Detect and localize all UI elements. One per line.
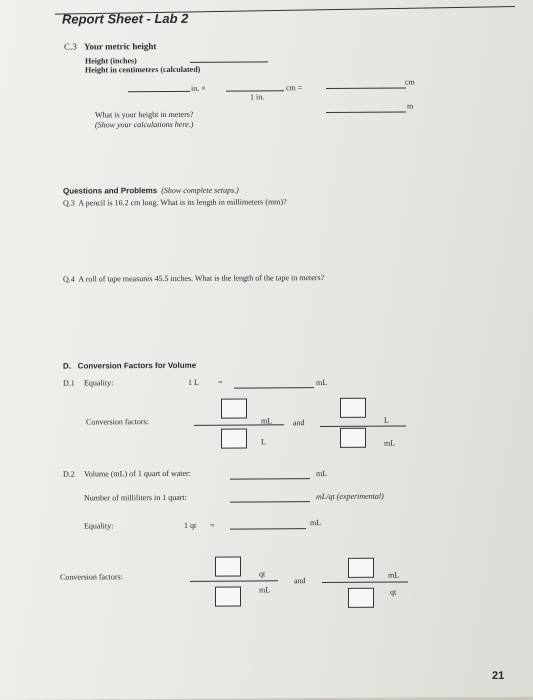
- d2-equals: =: [210, 520, 215, 530]
- d1-cf2-den-unit: mL: [384, 438, 396, 448]
- d2-cf2-fraction-bar: [322, 582, 408, 584]
- d-heading: Conversion Factors for Volume: [77, 360, 197, 371]
- page-number: 21: [492, 669, 505, 682]
- one-inch-label: 1 in.: [250, 92, 265, 102]
- d2-cf1-num-unit: qt: [259, 569, 266, 579]
- one-liter: 1 L: [188, 377, 199, 387]
- d2-cf1-denominator-box[interactable]: [215, 587, 241, 607]
- c3-heading: Your metric height: [84, 41, 157, 52]
- height-inches-label: Height (inches): [85, 56, 137, 66]
- in-times-label: in. ×: [191, 83, 206, 93]
- d1-cf1-denominator-box[interactable]: [221, 428, 247, 448]
- d1-conversion-factors-label: Conversion factors:: [86, 417, 149, 427]
- show-calculations-note: (Show your calculations here.): [95, 119, 194, 130]
- cm-unit: cm: [405, 77, 415, 87]
- q3: [63, 197, 287, 207]
- d2-cf2-numerator-box[interactable]: [348, 558, 374, 578]
- d-label: D.: [63, 361, 71, 371]
- qp-header: [63, 180, 239, 199]
- d1-cf1-numerator-box[interactable]: [221, 398, 247, 418]
- d2-equality-field[interactable]: [230, 528, 306, 529]
- d1-equality-label: Equality:: [84, 378, 114, 388]
- d2-equality-label: Equality:: [84, 521, 114, 531]
- q3-text: A pencil is 16.2 cm long. What is its length in millimeters (mm)?: [78, 197, 287, 208]
- d2-volume-label: Volume (mL) of 1 quart of water:: [84, 468, 191, 479]
- d1-cf2-num-unit: L: [384, 415, 389, 425]
- q3-label: Q.3: [63, 198, 75, 208]
- ml-qt-experimental: mL/qt (experimental): [316, 491, 384, 502]
- q4-label: Q.4: [63, 274, 75, 284]
- d1-ml-field[interactable]: [234, 387, 314, 388]
- d1-cf2-denominator-box[interactable]: [340, 428, 366, 448]
- d2-conversion-factors-label: Conversion factors:: [60, 572, 123, 582]
- d1-cf1-num-unit: mL: [261, 416, 273, 426]
- one-quart: 1 qt: [184, 520, 197, 530]
- d2-cf2-den-unit: qt: [390, 587, 397, 597]
- num-ml-field[interactable]: [230, 501, 310, 502]
- height-inches-field[interactable]: [190, 61, 268, 62]
- qp-heading: Questions and Problems: [63, 186, 158, 196]
- meters-question: What is your height in meters?: [95, 109, 194, 120]
- d1-cf2-numerator-box[interactable]: [340, 398, 366, 418]
- d1-cf1-den-unit: L: [261, 437, 266, 447]
- d2-ml-unit: mL: [316, 469, 328, 479]
- d2-label: D.2: [63, 469, 75, 479]
- q4-text: A roll of tape measures 45.5 inches. What is the length of the tape in meters?: [78, 273, 325, 284]
- d2-and: and: [294, 576, 306, 586]
- factor-numerator-line: [226, 90, 284, 91]
- height-cm-field[interactable]: [326, 88, 406, 89]
- d1-label: D.1: [63, 378, 75, 388]
- d2-cf1-numerator-box[interactable]: [215, 557, 241, 577]
- d1-and: and: [293, 418, 305, 428]
- d1-ml-unit: mL: [316, 378, 328, 388]
- page-title: Report Sheet - Lab 2: [62, 10, 189, 27]
- d2-cf1-fraction-bar: [190, 580, 278, 582]
- m-unit: m: [407, 101, 414, 111]
- d2-volume-field[interactable]: [230, 478, 310, 479]
- d2-equality-ml-unit: mL: [310, 518, 322, 528]
- num-ml-label: Number of milliliters in 1 quart:: [84, 492, 187, 503]
- inches-field[interactable]: [128, 91, 190, 92]
- c3-label: C.3: [64, 41, 77, 52]
- height-cm-label: Height in centimeters (calculated): [85, 64, 201, 75]
- d1-equals: =: [218, 377, 223, 387]
- height-m-field[interactable]: [326, 112, 406, 113]
- section-d-header: [63, 361, 196, 371]
- cm-equals-label: cm =: [286, 83, 303, 93]
- d2-cf2-denominator-box[interactable]: [348, 588, 374, 608]
- q4: [63, 273, 324, 284]
- qp-note: (Show complete setups.): [161, 185, 239, 196]
- d1-cf1-fraction-bar: [194, 424, 284, 426]
- d2-cf2-num-unit: mL: [388, 570, 400, 580]
- d2-cf1-den-unit: mL: [259, 585, 271, 595]
